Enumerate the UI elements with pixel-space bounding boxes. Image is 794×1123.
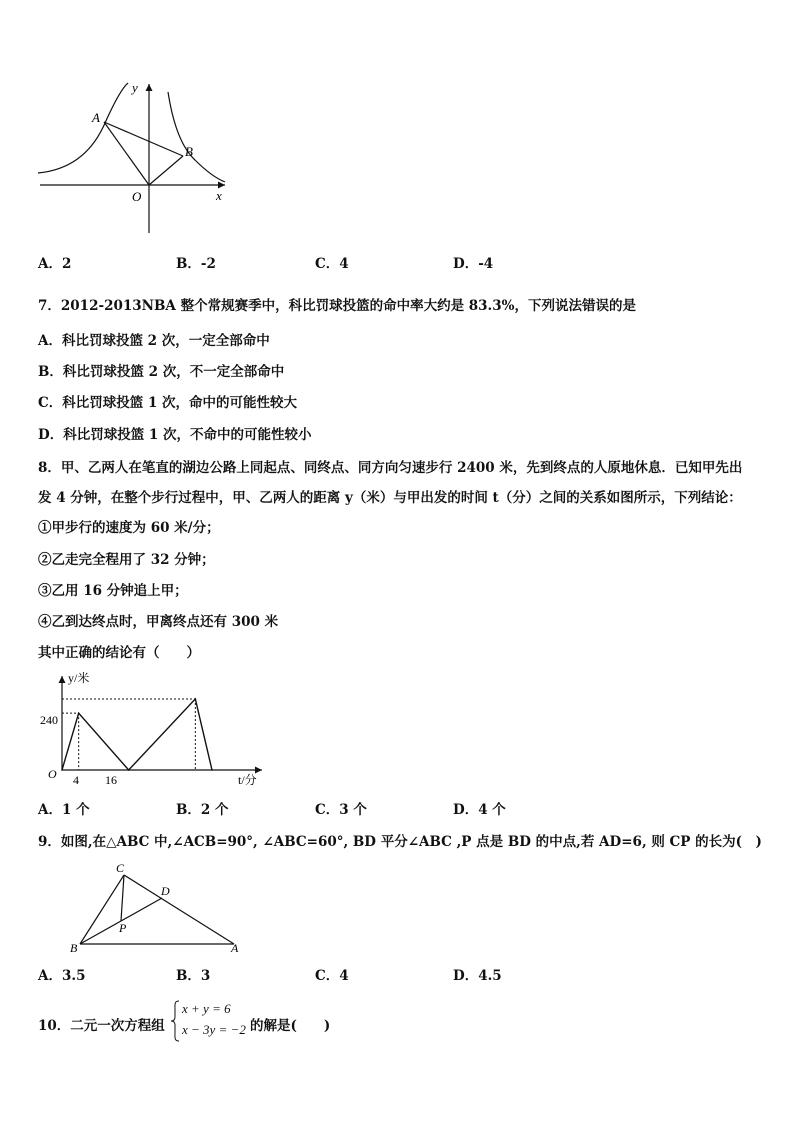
- q6-label-y: y: [132, 80, 138, 95]
- q9-option-a[interactable]: A．3.5: [38, 968, 86, 984]
- q9-label-b: B: [70, 941, 78, 955]
- q6-left-curve: [38, 83, 128, 173]
- q6-label-b: B: [185, 144, 193, 159]
- q9-option-c[interactable]: C．4: [315, 968, 349, 984]
- q8-chart: [40, 668, 280, 788]
- q8-option-c[interactable]: C．3 个: [315, 802, 367, 818]
- q8-option-d[interactable]: D．4 个: [453, 802, 506, 818]
- q6-option-b[interactable]: B．-2: [176, 256, 216, 272]
- q9-stem: 9．如图,在△ABC 中,∠ACB=90°, ∠ABC=60°, BD 平分∠ABC ,P 点是 BD 的中点,若 AD=6, 则 CP 的长为( ): [38, 834, 762, 850]
- q6-label-o: O: [132, 189, 142, 204]
- q8-point-2: [128, 769, 130, 771]
- q10-stem: [38, 1000, 398, 1042]
- q8-point-1: [78, 712, 80, 714]
- q9-label-a: A: [231, 941, 239, 955]
- q10-brace: [170, 1000, 180, 1042]
- q7-option-d[interactable]: D．科比罚球投篮 1 次，不命中的可能性较小: [38, 427, 312, 443]
- q10-suffix: 的解是( ): [250, 1018, 331, 1034]
- q6-right-curve: [168, 92, 225, 182]
- q9-label-p: P: [119, 921, 127, 935]
- q9-option-d[interactable]: D．4.5: [453, 968, 502, 984]
- q8-conclusion-3: ③乙用 16 分钟追上甲；: [38, 583, 188, 599]
- q8-conclusion-4: ④乙到达终点时，甲离终点还有 300 米: [38, 614, 279, 630]
- q10-equation-1: x + y = 6: [182, 1001, 231, 1016]
- q7-option-a[interactable]: A．科比罚球投篮 2 次，一定全部命中: [38, 333, 270, 349]
- q9-option-b[interactable]: B．3: [176, 968, 211, 984]
- q6-option-a[interactable]: A．2: [38, 256, 72, 272]
- q8-tick-y-240: 240: [40, 713, 58, 727]
- q7-option-b[interactable]: B．科比罚球投篮 2 次，不一定全部命中: [38, 364, 285, 380]
- q8-series-line: [62, 699, 212, 770]
- q8-conclusion-1: ①甲步行的速度为 60 米/分；: [38, 520, 220, 536]
- q8-point-4: [211, 769, 213, 771]
- q8-stem-line2: 发 4 分钟，在整个步行过程中，甲、乙两人的距离 y（米）与甲出发的时间 t（分）之间的关系如图所示，下列结论：: [38, 490, 742, 506]
- q6-label-a: A: [92, 110, 100, 125]
- q7-option-c[interactable]: C．科比罚球投篮 1 次，命中的可能性较大: [38, 395, 298, 411]
- q8-y-label: y/米: [68, 671, 90, 685]
- q9-figure: [66, 858, 256, 958]
- q6-figure: [30, 78, 230, 238]
- q8-stem-line1: 8．甲、乙两人在笔直的湖边公路上同起点、同终点、同方向匀速步行 2400 米，先到终点的人原地休息．已知甲先出: [38, 460, 743, 476]
- q10-equation-2: x − 3y = −2: [182, 1022, 246, 1037]
- q6-option-c[interactable]: C．4: [315, 256, 349, 272]
- q9-segment-bc: [80, 875, 124, 944]
- q7-stem: 7．2012-2013NBA 整个常规赛季中，科比罚球投篮的命中率大约是 83.3%，下列说法错误的是: [38, 298, 636, 314]
- q8-question: 其中正确的结论有（ ）: [38, 645, 200, 661]
- q8-option-a[interactable]: A．1 个: [38, 802, 90, 818]
- q8-tick-x-16: 16: [105, 773, 117, 787]
- q8-origin-label: O: [48, 767, 57, 781]
- q8-tick-x-4: 4: [73, 773, 79, 787]
- q6-option-d[interactable]: D．-4: [453, 256, 494, 272]
- q8-conclusion-2: ②乙走完全程用了 32 分钟；: [38, 552, 215, 568]
- q10-prefix: 10．二元一次方程组: [38, 1018, 165, 1034]
- q9-label-c: C: [116, 861, 125, 875]
- q6-segment-ob: [149, 156, 183, 185]
- q9-segment-cp: [121, 875, 124, 921]
- q8-option-b[interactable]: B．2 个: [176, 802, 229, 818]
- q8-x-label: t/分: [238, 773, 257, 787]
- q8-point-3: [195, 698, 197, 700]
- q9-label-d: D: [161, 884, 170, 898]
- q6-label-x: x: [216, 188, 222, 203]
- q8-point-0: [61, 769, 63, 771]
